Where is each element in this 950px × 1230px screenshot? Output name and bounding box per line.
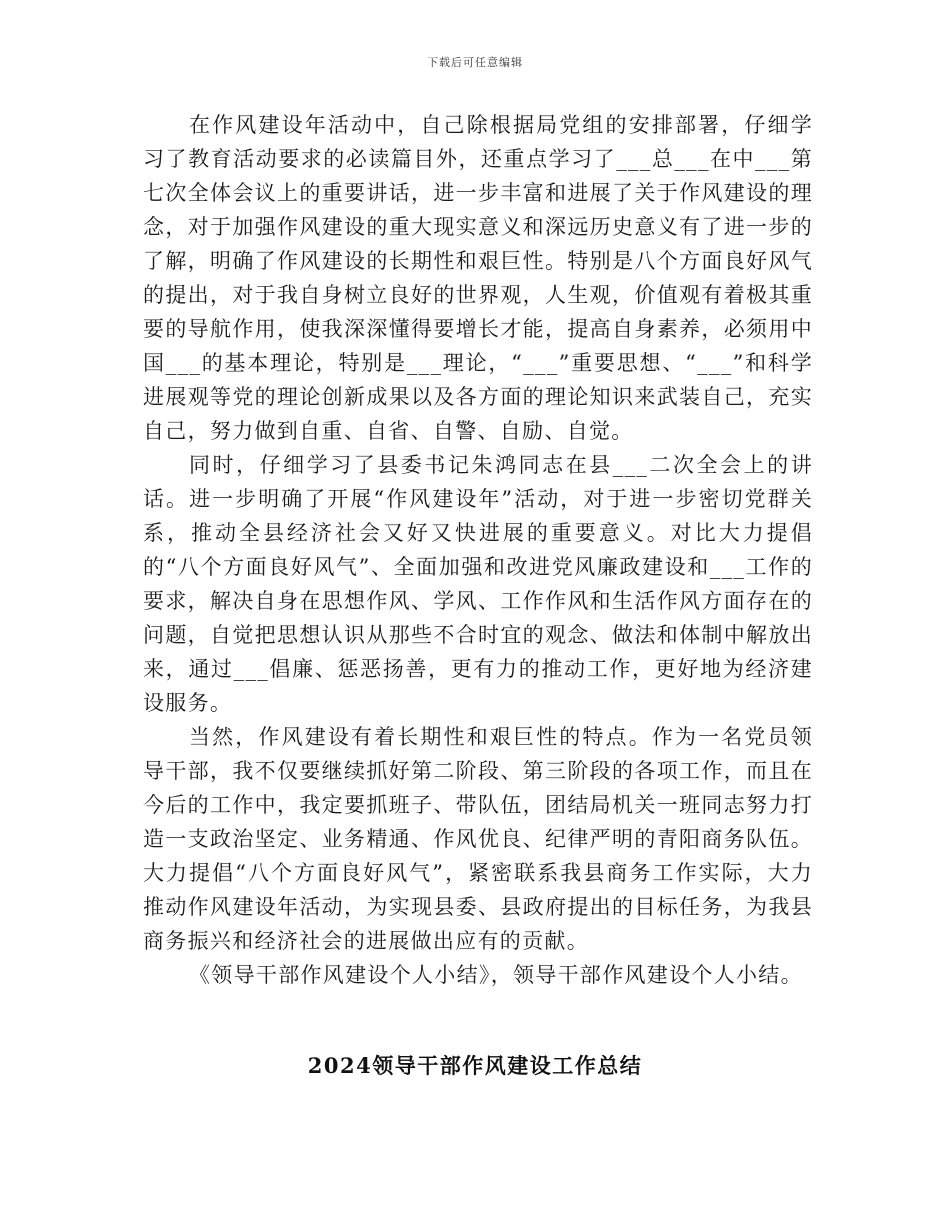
document-title: 2024领导干部作风建设工作总结: [307, 1053, 643, 1078]
paragraph-summary-note: 《领导干部作风建设个人小结》，领导干部作风建设个人小结。: [189, 963, 803, 987]
paragraph-long-term-work: 当然，作风建设有着长期性和艰巨性的特点。作为一名党员领导干部，我不仅要继续抓好第二阶段、第三阶段的各项工作，而且在今后的工作中，我定要抓班子、带队伍，团结局机关一班同志努力打造一支政治坚定、业务精通、作风优良、纪律严明的青阳商务队伍。大力提倡“八个方面良好风气”，紧密联系我县商务工作实际，大力推动作风建设年活动，为实现县委、县政府提出的目标任务，为我县商务振兴和经济社会的进展做出应有的贡献。: [143, 725, 813, 953]
paragraph-study-speech: 在作风建设年活动中，自己除根据局党组的安排部署，仔细学习了教育活动要求的必读篇目外，还重点学习了___总___在中___第七次全体会议上的重要讲话，进一步丰富和进展了关于作风建设的理念，对于加强作风建设的重大现实意义和深远历史意义有了进一步的了解，明确了作风建设的长期性和艰巨性。特别是八个方面良好风气的提出，对于我自身树立良好的世界观，人生观，价值观有着极其重要的导航作用，使我深深懂得要增长才能，提高自身素养，必须用中国___的基本理论，特别是___理论，“___”重要思想、“___”和科学进展观等党的理论创新成果以及各方面的理论知识来武装自己，充实自己，努力做到自重、自省、自警、自励、自觉。: [143, 113, 813, 443]
page-header-note: 下载后可任意编辑: [427, 56, 523, 69]
paragraph-county-meeting: 同时，仔细学习了县委书记朱鸿同志在县___二次全会上的讲话。进一步明确了开展“作风建设年”活动，对于进一步密切党群关系，推动全县经济社会又好又快进展的重要意义。对比大力提倡的“八个方面良好风气”、全面加强和改进党风廉政建设和___工作的要求，解决自身在思想作风、学风、工作作风和生活作风方面存在的问题，自觉把思想认识从那些不合时宜的观念、做法和体制中解放出来，通过___倡廉、惩恶扬善，更有力的推动工作，更好地为经济建设服务。: [143, 453, 813, 715]
document-body: [143, 108, 813, 992]
